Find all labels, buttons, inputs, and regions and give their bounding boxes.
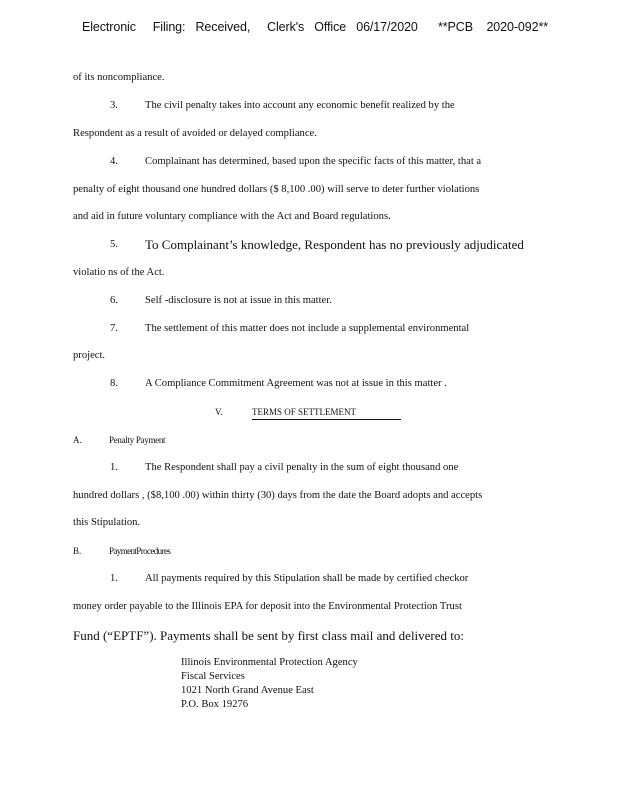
paragraph-number: 5. [110,239,118,250]
paragraph-7-line-1: The settlement of this matter does not include a supplemental environmental [145,323,470,334]
subsection-letter: B. [73,546,82,556]
paragraph-3-line-2: Respondent as a result of avoided or delayed compliance. [73,128,317,139]
subsection-letter: A. [73,435,82,445]
paragraph-5-line-2: violatio ns of the Act. [73,267,165,278]
section-number: V. [215,407,223,417]
paragraph-number: 1. [110,462,118,473]
paragraph-number: 3. [110,100,118,111]
procedures-paragraph-line-2: money order payable to the Illinois EPA for deposit into the Environmental Protection Trust [73,601,462,612]
address-line: 1021 North Grand Avenue East [181,685,314,696]
paragraph-4-line-2: penalty of eight thousand one hundred dollars ($ 8,100 .00) will serve to deter further violations [73,184,480,195]
paragraph-number: 7. [110,323,118,334]
procedures-paragraph-line-3: Fund (“EPTF”). Payments shall be sent by first class mail and delivered to: [73,628,465,643]
subsection-title: Penalty Payment [109,435,166,445]
section-title-underline [252,419,401,420]
address-line: Fiscal Services [181,671,245,682]
paragraph-7-line-2: project. [73,350,106,361]
procedures-paragraph-line-1: All payments required by this Stipulation shall be made by certified checkor [145,573,469,584]
address-line: P.O. Box 19276 [181,699,249,710]
paragraph-4-line-3: and aid in future voluntary compliance with the Act and Board regulations. [73,211,391,222]
payment-paragraph-line-1: The Respondent shall pay a civil penalty in the sum of eight thousand one [145,462,459,473]
filing-header: Electronic Filing: Received, Clerk's Office 06/17/2020 **PCB 2020-092** [82,20,548,34]
paragraph-number: 8. [110,378,118,389]
payment-paragraph-line-2: hundred dollars , ($8,100 .00) within thirty (30) days from the date the Board adopts and accepts [73,490,483,501]
paragraph-4-line-1: Complainant has determined, based upon the specific facts of this matter, that a [145,156,482,167]
paragraph-number: 1. [110,573,118,584]
body-text-line: of its noncompliance. [73,72,165,83]
subsection-title: PaymentProcedures [109,546,171,556]
paragraph-3-line-1: The civil penalty takes into account any economic benefit realized by the [145,100,455,111]
paragraph-number: 6. [110,295,118,306]
paragraph-8-line-1: A Compliance Commitment Agreement was not at issue in this matter . [145,378,447,389]
address-line: Illinois Environmental Protection Agency [181,657,358,668]
paragraph-number: 4. [110,156,118,167]
paragraph-6-line-1: Self -disclosure is not at issue in this matter. [145,295,332,306]
section-title: TERMS OF SETTLEMENT [252,407,357,417]
paragraph-5-line-1: To Complainant’s knowledge, Respondent has no previously adjudicated [145,237,524,252]
payment-paragraph-line-3: this Stipulation. [73,517,141,528]
